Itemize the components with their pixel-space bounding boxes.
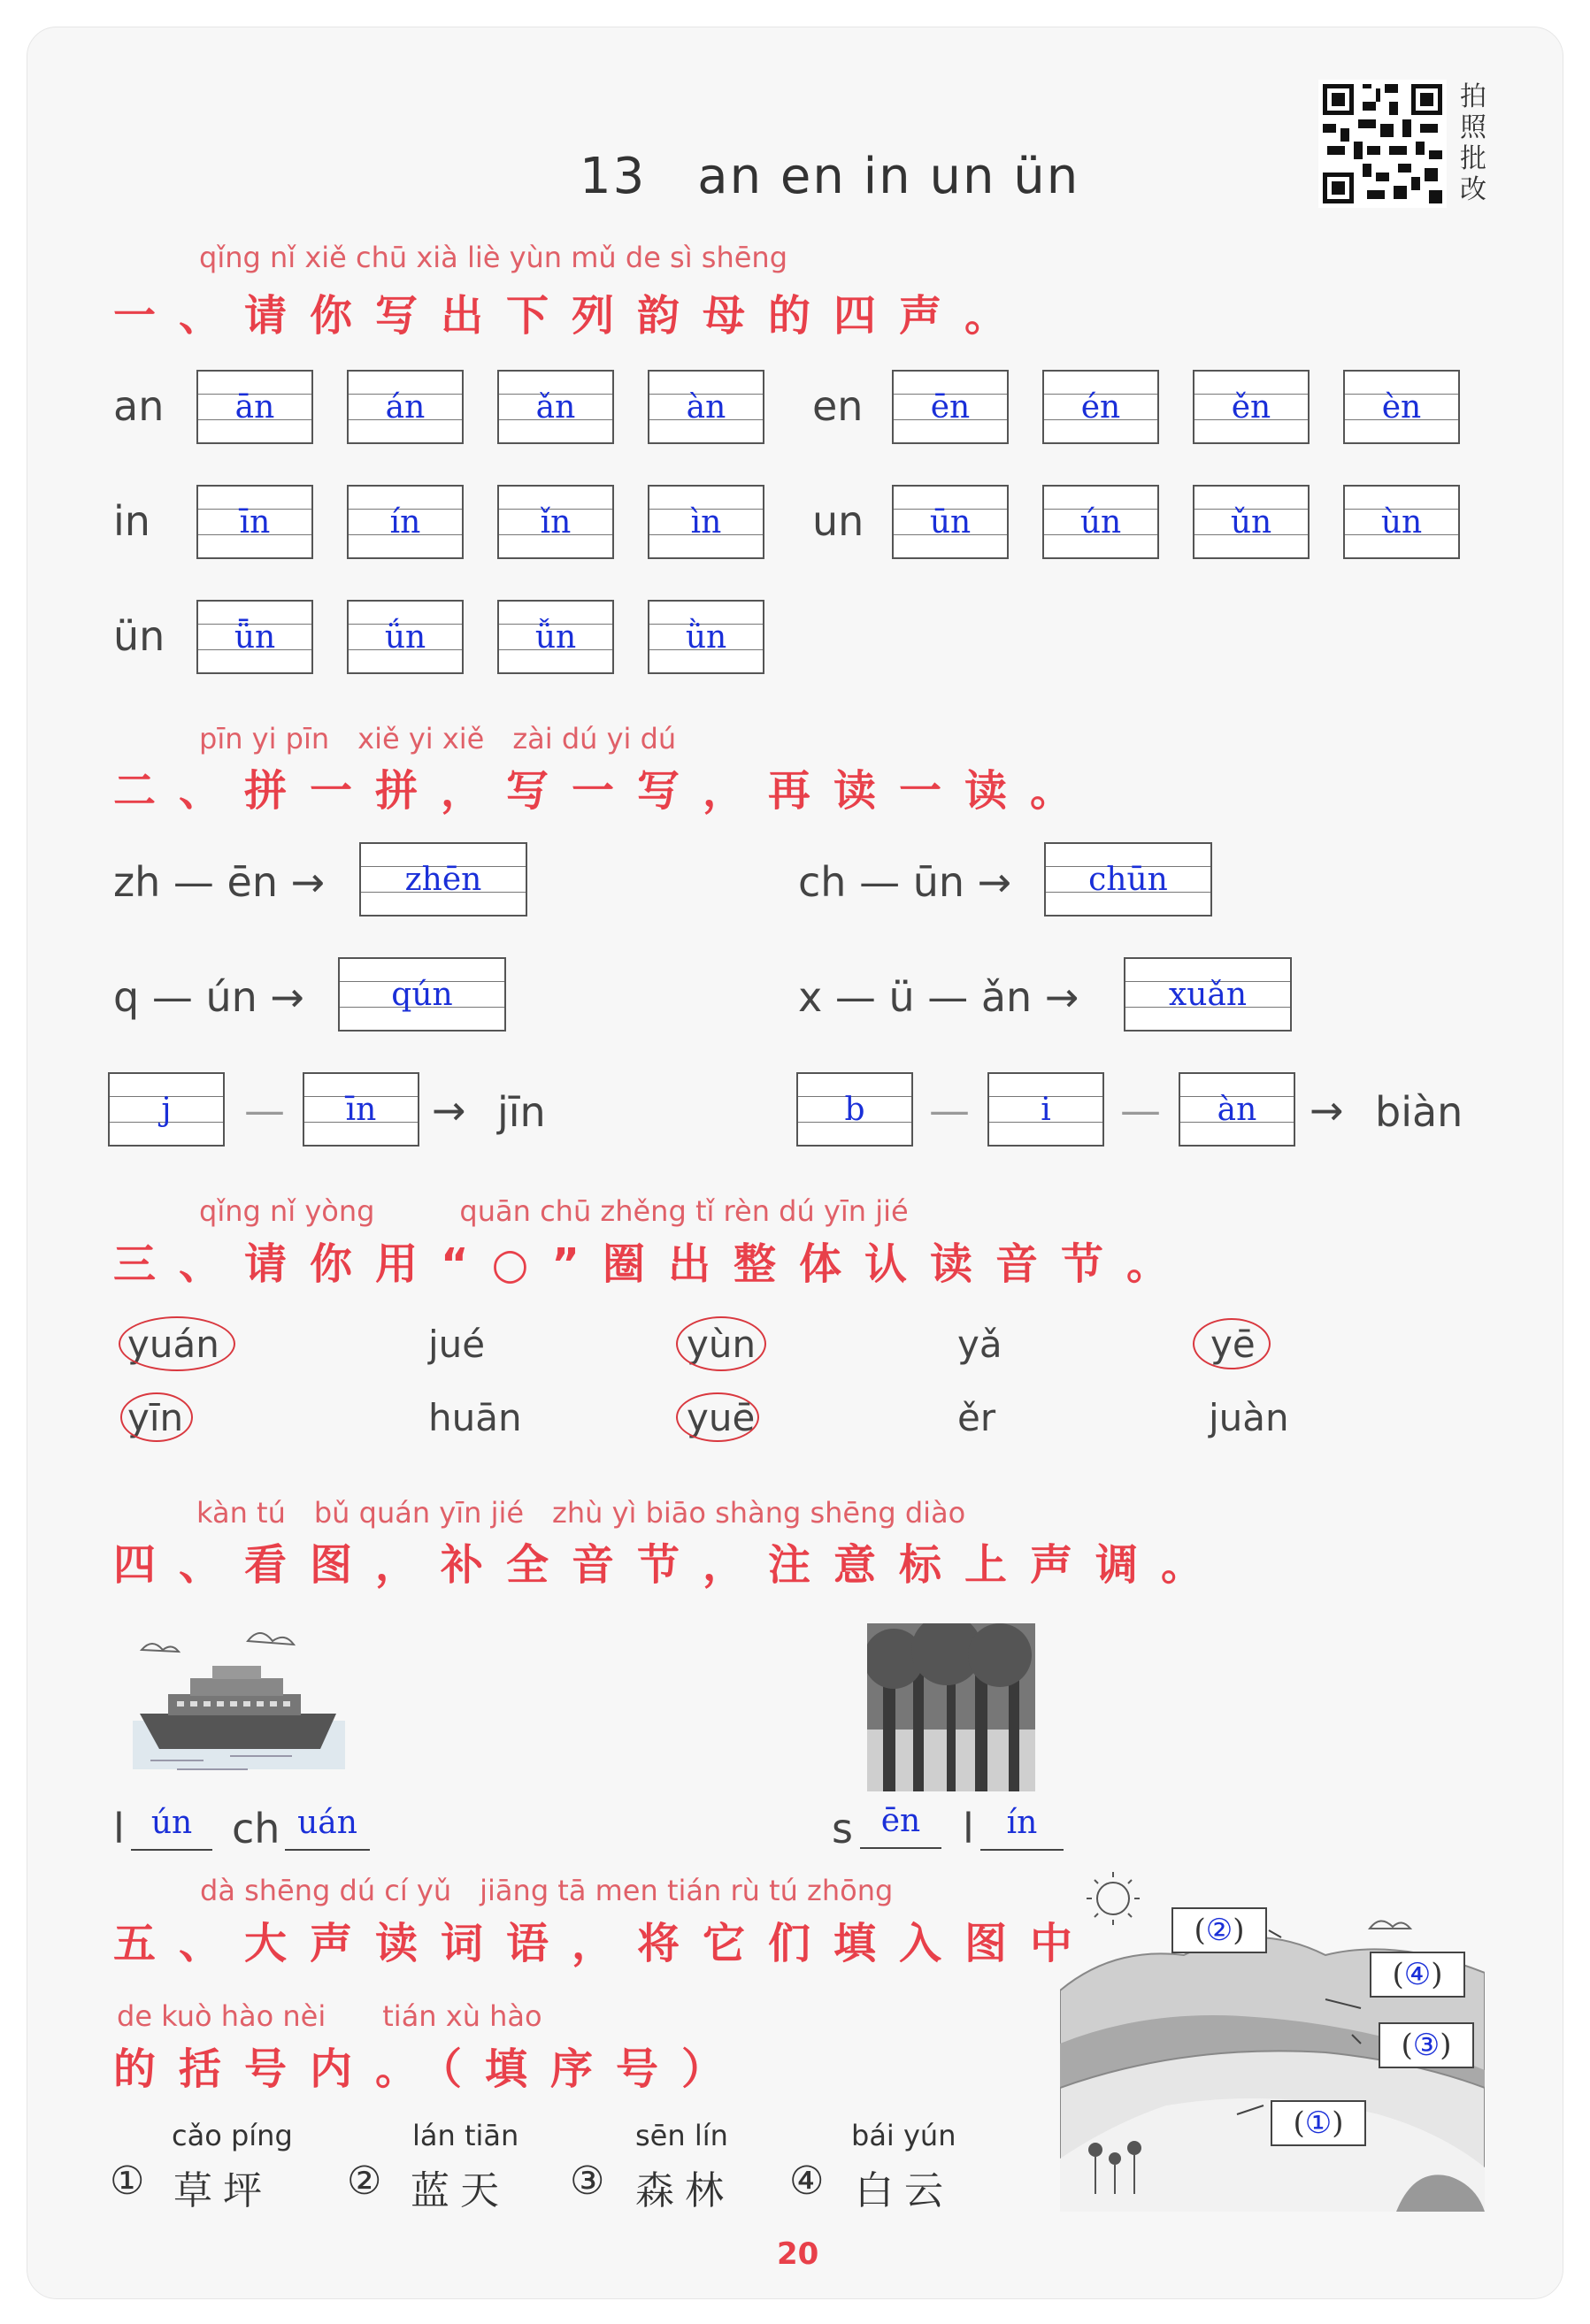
- pic1-initial: l: [113, 1805, 125, 1852]
- s5-heading1: 五、大声读词语，将它们填入图中: [113, 1919, 1096, 1968]
- tone-answer: ǖn: [234, 619, 276, 656]
- tone-box[interactable]: [347, 485, 464, 559]
- tone-answer: án: [385, 389, 426, 426]
- s1-pinyin: qǐng nǐ xiě chū xià liè yùn mǔ de sì shēng: [199, 241, 788, 274]
- spell-answer: qún: [391, 977, 453, 1013]
- tone-box[interactable]: [648, 485, 764, 559]
- s5-heading2: 的括号内。（填序号）: [113, 2044, 748, 2094]
- answer-circle: [119, 1316, 235, 1371]
- tone-box[interactable]: [497, 600, 614, 674]
- syllable[interactable]: yuē: [687, 1396, 756, 1439]
- tone-answer: ín: [389, 504, 421, 541]
- tone-answer: ǘn: [384, 619, 426, 656]
- split-box[interactable]: [303, 1072, 419, 1147]
- spell-answer: chūn: [1088, 862, 1168, 898]
- tone-box[interactable]: [347, 600, 464, 674]
- split-result: jīn: [497, 1088, 546, 1136]
- tone-answer: ǎn: [535, 389, 576, 426]
- syllable[interactable]: huān: [428, 1396, 522, 1439]
- row-label: en: [812, 382, 864, 430]
- s5-pinyin2: de kuò hào nèi tián xù hào: [117, 1999, 542, 2033]
- pic1-blank[interactable]: uán: [285, 1805, 370, 1851]
- tone-box[interactable]: [648, 600, 764, 674]
- row-label: ün: [113, 612, 165, 660]
- pic1-initial: ch: [232, 1805, 280, 1852]
- pic2-blank[interactable]: ēn: [860, 1803, 941, 1849]
- tone-answer: ǚn: [534, 619, 577, 656]
- blank-tag[interactable]: (④): [1370, 1952, 1465, 1998]
- word-number: ①: [110, 2159, 156, 2204]
- spell-parts: ch — ūn →: [798, 858, 1012, 906]
- tag-answer: ④: [1403, 1957, 1432, 1992]
- forest-picture: [867, 1623, 1035, 1791]
- spell-answer-box[interactable]: [338, 957, 506, 1032]
- tone-box[interactable]: [196, 370, 313, 444]
- split-box[interactable]: [108, 1072, 225, 1147]
- ship-picture: [124, 1615, 354, 1783]
- answer-circle: [1193, 1318, 1271, 1369]
- word-hanzi: 草坪: [173, 2168, 273, 2213]
- syllable[interactable]: jué: [428, 1323, 486, 1366]
- dash-icon: —: [929, 1086, 970, 1134]
- tone-answer: ēn: [930, 389, 971, 426]
- word-number: ③: [570, 2159, 616, 2204]
- split-answer: àn: [1217, 1092, 1257, 1128]
- tone-answer: ěn: [1231, 389, 1271, 426]
- word-number: ②: [347, 2159, 393, 2204]
- word-hanzi: 白云: [855, 2168, 954, 2213]
- s2-pinyin: pīn yi pīn xiě yi xiě zài dú yi dú: [199, 722, 677, 755]
- tone-answer: àn: [686, 389, 726, 426]
- pic2-initial: s: [832, 1805, 853, 1852]
- word-pinyin: cǎo píng: [172, 2119, 293, 2152]
- word-pinyin: sēn lín: [635, 2119, 728, 2152]
- spell-parts: x — ü — ǎn →: [798, 973, 1079, 1021]
- spell-answer-box[interactable]: [1044, 842, 1212, 917]
- word-pinyin: bái yún: [851, 2119, 956, 2152]
- page-number: 20: [777, 2236, 819, 2272]
- tone-answer: èn: [1381, 389, 1422, 426]
- word-hanzi: 森林: [635, 2168, 734, 2213]
- s3-heading: 三、请你用“○”圈出整体认读音节。: [113, 1239, 1192, 1289]
- tag-answer: ②: [1205, 1913, 1233, 1948]
- split-result: biàn: [1375, 1088, 1463, 1136]
- tone-box[interactable]: [497, 485, 614, 559]
- tone-box[interactable]: [648, 370, 764, 444]
- tone-box[interactable]: [1042, 370, 1159, 444]
- syllable[interactable]: yīn: [127, 1396, 184, 1439]
- arrow-icon: →: [1310, 1086, 1344, 1134]
- row-label: un: [812, 497, 864, 545]
- split-answer: i: [1041, 1092, 1051, 1128]
- lesson-title: 13 an en in un ün: [580, 148, 1080, 205]
- syllable[interactable]: yùn: [687, 1323, 757, 1366]
- split-box[interactable]: [796, 1072, 913, 1147]
- tone-answer: ūn: [929, 504, 972, 541]
- tone-answer: ùn: [1380, 504, 1423, 541]
- split-answer: īn: [345, 1092, 377, 1128]
- word-hanzi: 蓝天: [411, 2168, 510, 2213]
- tone-box[interactable]: [892, 370, 1009, 444]
- s2-heading: 二、拼一拼，写一写，再读一读。: [113, 766, 1096, 816]
- tone-box[interactable]: [1193, 370, 1310, 444]
- blank-tag[interactable]: (②): [1171, 1907, 1267, 1953]
- dash-icon: —: [1120, 1086, 1161, 1134]
- tone-box[interactable]: [196, 485, 313, 559]
- word-number: ④: [789, 2159, 835, 2204]
- tone-box[interactable]: [1343, 370, 1460, 444]
- s3-pinyin: qǐng nǐ yòng quān chū zhěng tǐ rèn dú yīn jié: [199, 1194, 909, 1228]
- syllable[interactable]: yē: [1210, 1323, 1256, 1366]
- pic1-blank[interactable]: ún: [131, 1805, 212, 1851]
- split-answer: b: [844, 1092, 865, 1128]
- split-box[interactable]: [1179, 1072, 1295, 1147]
- blank-tag[interactable]: (①): [1271, 2100, 1366, 2146]
- word-pinyin: lán tiān: [412, 2119, 519, 2152]
- syllable[interactable]: ěr: [957, 1396, 996, 1439]
- tone-answer: ìn: [690, 504, 722, 541]
- split-box[interactable]: [987, 1072, 1104, 1147]
- spell-answer: zhēn: [404, 862, 482, 898]
- syllable[interactable]: juàn: [1209, 1396, 1289, 1439]
- s4-pinyin: kàn tú bǔ quán yīn jié zhù yì biāo shàng shēng diào: [196, 1496, 966, 1530]
- tone-box[interactable]: [1042, 485, 1159, 559]
- s4-heading: 四、看图，补全音节，注意标上声调。: [113, 1540, 1227, 1590]
- tone-answer: ǜn: [685, 619, 727, 656]
- tone-box[interactable]: [196, 600, 313, 674]
- tone-box[interactable]: [497, 370, 614, 444]
- s5-pinyin1: dà shēng dú cí yǔ jiāng tā men tián rù tú zhōng: [200, 1874, 894, 1907]
- tag-answer: ③: [1412, 2028, 1440, 2063]
- pic2-blank[interactable]: ín: [980, 1805, 1064, 1851]
- syllable[interactable]: yuán: [127, 1323, 219, 1366]
- tone-box[interactable]: [347, 370, 464, 444]
- pic2-initial: l: [963, 1805, 974, 1852]
- answer-circle: [676, 1392, 759, 1442]
- tone-answer: én: [1080, 389, 1121, 426]
- qr-code-icon[interactable]: [1318, 80, 1447, 208]
- arrow-icon: →: [432, 1086, 466, 1134]
- answer-circle: [120, 1392, 193, 1442]
- spell-answer: xuǎn: [1168, 977, 1248, 1013]
- spell-parts: q — ún →: [113, 973, 304, 1021]
- answer-circle: [676, 1316, 766, 1371]
- tone-box[interactable]: [892, 485, 1009, 559]
- syllable[interactable]: yǎ: [957, 1323, 1002, 1366]
- blank-tag[interactable]: (③): [1379, 2022, 1474, 2068]
- tone-answer: ǔn: [1230, 504, 1272, 541]
- tone-answer: īn: [239, 504, 271, 541]
- tone-box[interactable]: [1193, 485, 1310, 559]
- split-answer: j: [161, 1092, 172, 1128]
- s1-heading: 一、请你写出下列韵母的四声。: [113, 291, 1031, 341]
- row-label: an: [113, 382, 165, 430]
- spell-parts: zh — ēn →: [113, 858, 326, 906]
- tone-box[interactable]: [1343, 485, 1460, 559]
- tone-answer: ún: [1079, 504, 1122, 541]
- tone-answer: ān: [234, 389, 275, 426]
- qr-label: 拍照批改: [1460, 81, 1486, 205]
- row-label: in: [113, 497, 150, 545]
- tone-answer: ǐn: [540, 504, 572, 541]
- tag-answer: ①: [1304, 2105, 1333, 2141]
- spell-answer-box[interactable]: [1124, 957, 1292, 1032]
- dash-icon: —: [244, 1086, 285, 1134]
- spell-answer-box[interactable]: [359, 842, 527, 917]
